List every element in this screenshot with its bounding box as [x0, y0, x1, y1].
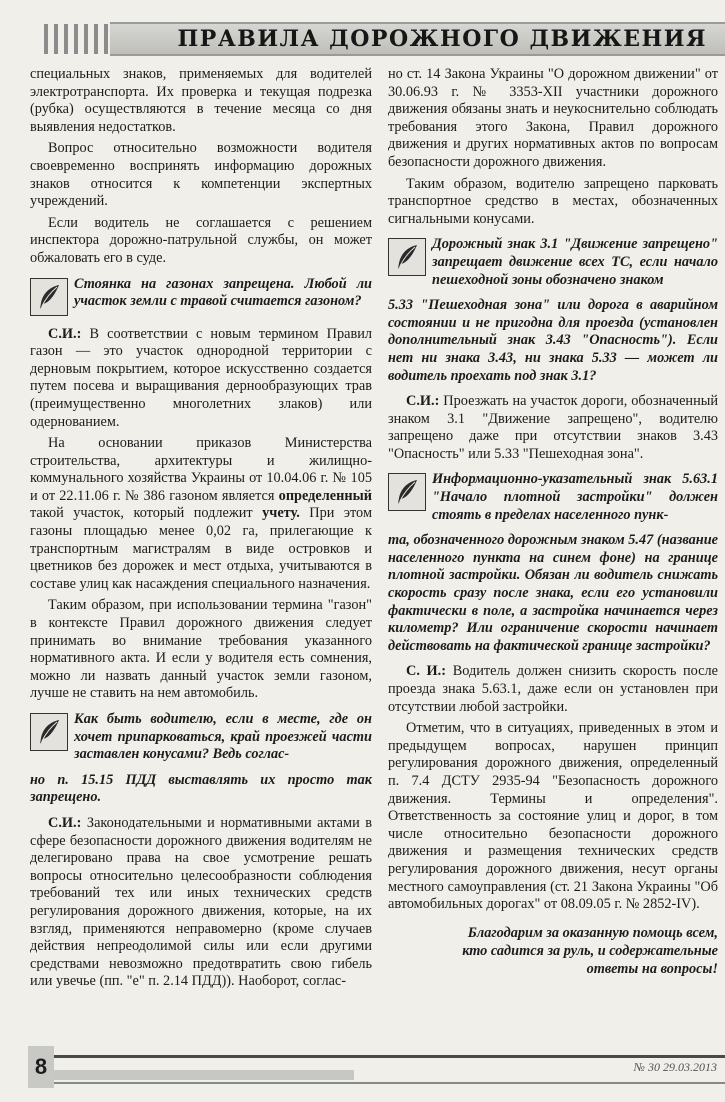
- paragraph-part: На основании приказов Министерства строительства, архитектуры и жилищно-коммунального хозяйства Украины от 10.04.06 г. № 105 и от 22.11.06 г. № 386 газоном является: [30, 435, 372, 504]
- right-column: [388, 66, 718, 978]
- emphasis: учету.: [262, 505, 300, 522]
- paragraph: но ст. 14 Закона Украины "О дорожном движении" от 30.06.93 г. № 3353-XII участники дорожного движения обязаны знать и неукоснительно соблюдать требования этого Закона, Правил дорожного движения и других нормативных актов по вопросам безопасности дорожного движения.: [388, 66, 718, 170]
- answer-text: Законодательными и нормативными актами в сфере безопасности дорожного движения водителям не делегировано права на свое усмотрение решать вопросы относительно целесообразности соблюдения требований тех или иных технических средств регулирования дорожного движения, которые, на их взгляд, применяются неправомерно (кроме случаев действия непреодолимой силы или если другими средствами невозможно предотвратить свою гибель или увечье (пп. "е" п. 2.14 ПДД)). Наоборот, соглас-: [30, 814, 373, 990]
- question-text-continued: та, обозначенного дорожным знаком 5.47 (название населенного пункта на синем фоне) на границе плотной застройки. Обязан ли водитель снижать скорость сразу после знака, если его установили фактически в поле, а застройка начинается через километр? Или ограничение скорости начинает действовать на фактической границе застройки?: [388, 532, 718, 654]
- paragraph-part: такой участок, который подлежит: [30, 505, 263, 522]
- thanks-line: ответы на вопросы!: [586, 960, 718, 977]
- question-text-continued: 5.33 "Пешеходная зона" или дорога в аварийном состоянии и не пригодна для проезда (установлен дополнительный знак 3.43 "Опасность"). Если нет ни знака 3.43, ни знака 5.33 — может ли водитель проехать под знак 3.1?: [388, 297, 718, 384]
- footer-bar: [54, 1070, 354, 1080]
- footer-rule: [54, 1082, 725, 1084]
- question-text: Информационно-указательный знак 5.63.1 "Начало плотной застройки" должен стоять в пределах населенного пунк-: [432, 471, 718, 523]
- paragraph: Таким образом, при использовании термина "газон" в контексте Правил дорожного движения следует принимать во внимание требования указанного нормативного акта. И если у водителя есть сомнения, можно ли назвать данный участок земли газоном, лучше не ставить на нем автомобиль.: [30, 597, 372, 702]
- question-block: [388, 236, 718, 289]
- emphasis: определенный: [278, 487, 372, 504]
- issue-info: № 30 29.03.2013: [633, 1060, 717, 1074]
- quill-pen-icon: [30, 278, 68, 316]
- answer-label: С.И.:: [48, 325, 82, 342]
- thanks-line: Благодарим за оказанную помощь всем,: [467, 924, 718, 941]
- quill-pen-icon: [388, 473, 426, 511]
- question-block: [388, 471, 718, 524]
- decorative-stripes: [44, 24, 108, 54]
- question-text: Как быть водителю, если в месте, где он хочет припарковаться, край проезжей части заставлен конусами? Ведь соглас-: [74, 711, 372, 763]
- answer-label: С. И.:: [406, 663, 447, 680]
- left-column: [30, 66, 372, 995]
- answer-text: Водитель должен снизить скорость после проезда знака 5.63.1, даже если он установлен при отсутствии любой застройки.: [388, 663, 718, 715]
- question-text: Стоянка на газонах запрещена. Любой ли участок земли с травой считается газоном?: [74, 275, 372, 310]
- thanks-line: кто садится за руль, и содержательные: [462, 942, 718, 959]
- answer-label: С.И.:: [406, 393, 440, 410]
- quill-pen-icon: [388, 238, 426, 276]
- page-header: [0, 18, 725, 62]
- quill-pen-icon: [30, 713, 68, 751]
- paragraph-part: При этом газоны площадью менее 0,02 га, прилегающие к транспортным магистралям в виде островков и цветников без дорожек и мест отдыха, учитываются в составе улиц как насаждения специального назначения.: [30, 505, 372, 592]
- answer-label: С.И.:: [48, 814, 82, 831]
- paragraph: Если водитель не соглашается с решением инспектора дорожно-патрульной службы, он может обжаловать его в суде.: [30, 214, 372, 266]
- paragraph: Таким образом, водителю запрещено парковать транспортное средство в местах, обозначенных сигнальными конусами.: [388, 175, 718, 227]
- page-title: ПРАВИЛА ДОРОЖНОГО ДВИЖЕНИЯ: [177, 26, 707, 52]
- closing-thanks: [388, 924, 718, 978]
- question-text-continued: но п. 15.15 ПДД выставлять их просто так запрещено.: [30, 771, 372, 806]
- question-block: [30, 276, 372, 316]
- paragraph: специальных знаков, применяемых для водителей электротранспорта. Их проверка и текущая подрезка (рубка) осуществляются в течение месяца со дня выявления недостатков.: [30, 66, 372, 135]
- question-text: Дорожный знак 3.1 "Движение запрещено" запрещает движение всех ТС, если начало пешеходной зоны обозначено знаком: [432, 236, 718, 288]
- title-bar: [110, 22, 725, 56]
- page-footer: [0, 1046, 725, 1102]
- paragraph: Отметим, что в ситуациях, приведенных в этом и предыдущем вопросах, нарушен принцип регулирования дорожного движения, определенный п. 7.4 ДСТУ 2935-94 "Безопасность дорожного движения. Термины и определения". Ответственность за состояние улиц и дорог, в том числе относительно безопасности дорожного движения и размещения технических средств регулирования дорожного движения, несут органы местного самоуправления (ст. 21 Закона Украины "Об автомобильных дорогах" от 08.09.05 г. № 2852-IV).: [388, 720, 718, 913]
- answer-text: В соответствии с новым термином Правил газон — это участок однородной территории с дерновым покрытием, которое искусственно создается путем посева и выращивания дернообразующих трав (преимущественно многолетних злаков) или одернованием.: [30, 325, 372, 430]
- footer-rule: [54, 1055, 725, 1058]
- page-number: 8: [28, 1046, 54, 1088]
- question-block: [30, 711, 372, 764]
- paragraph: Вопрос относительно возможности водителя своевременно воспринять информацию дорожных знаков относится к компетенции экспертных учреждений.: [30, 140, 372, 210]
- answer-text: Проезжать на участок дороги, обозначенный знаком 3.1 "Движение запрещено", водителю запрещено даже при отсутствии знаков 3.43 "Опасность" или 5.33 "Пешеходная зона".: [388, 393, 718, 462]
